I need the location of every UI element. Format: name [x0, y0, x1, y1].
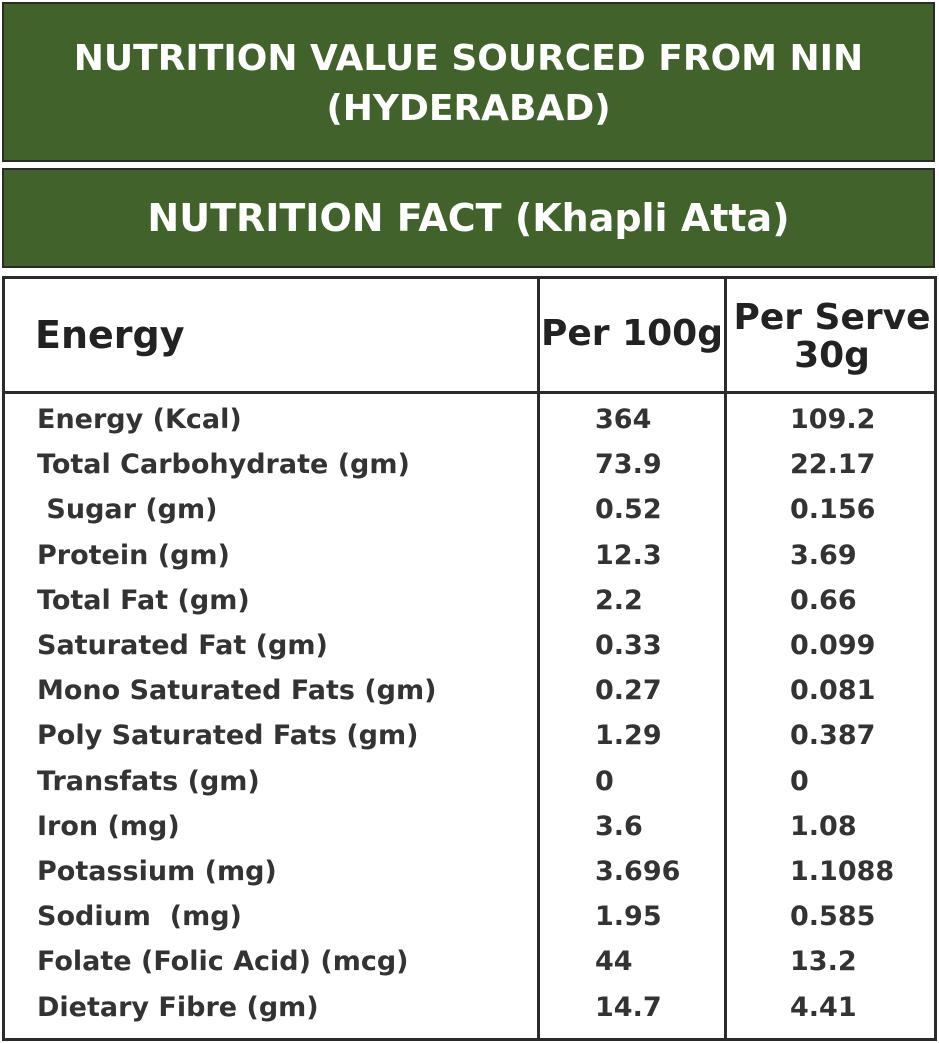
per-100g-value: 0.33 — [595, 630, 662, 661]
per-100g-value: 1.95 — [595, 901, 662, 933]
nutrient-label: Protein (gm) — [37, 539, 230, 571]
per-serve-value: 13.2 — [790, 946, 857, 978]
nutrient-label: Total Fat (gm) — [37, 584, 250, 616]
nutrient-label: Iron (mg) — [37, 810, 180, 842]
table-row — [5, 713, 934, 758]
per-100g-value: 73.9 — [595, 449, 662, 481]
per-serve-value: 109.2 — [790, 404, 876, 435]
per-100g-value: 44 — [595, 946, 633, 978]
header-per-100g: Per 100g — [540, 313, 723, 354]
table-row — [5, 804, 934, 849]
per-100g-value: 2.2 — [595, 584, 643, 616]
source-banner: NUTRITION VALUE SOURCED FROM NIN (HYDERABAD) — [2, 2, 935, 162]
nutrient-label: Sodium (mg) — [37, 901, 242, 933]
per-100g-value: 0 — [595, 765, 614, 797]
per-serve-value: 4.41 — [790, 991, 857, 1023]
table-row — [5, 849, 934, 894]
table-row — [5, 939, 934, 984]
nutrient-label: Poly Saturated Fats (gm) — [37, 720, 419, 752]
nutrient-label: Mono Saturated Fats (gm) — [37, 675, 437, 707]
table-row — [5, 578, 934, 623]
per-serve-value: 22.17 — [790, 449, 876, 481]
per-serve-value: 0.585 — [790, 901, 876, 933]
table-row — [5, 759, 934, 804]
table-row — [5, 985, 934, 1030]
per-100g-value: 14.7 — [595, 991, 662, 1023]
per-100g-value: 3.696 — [595, 856, 681, 887]
header-per-serve-line1: Per Serve — [733, 297, 931, 338]
table-row — [5, 397, 934, 442]
per-100g-value: 364 — [595, 404, 652, 435]
per-serve-value: 1.08 — [790, 810, 857, 842]
title-banner: NUTRITION FACT (Khapli Atta) — [2, 168, 935, 268]
per-serve-value: 0.387 — [790, 720, 876, 752]
table-row — [5, 442, 934, 487]
per-100g-value: 0.52 — [595, 494, 662, 526]
per-serve-value: 0.081 — [790, 675, 876, 707]
nutrient-label: Transfats (gm) — [37, 765, 260, 797]
nutrient-label: Saturated Fat (gm) — [37, 630, 328, 661]
table-row — [5, 533, 934, 578]
per-100g-value: 0.27 — [595, 675, 662, 707]
nutrition-table — [2, 276, 937, 1041]
nutrient-label: Total Carbohydrate (gm) — [37, 449, 410, 481]
per-100g-value: 1.29 — [595, 720, 662, 752]
per-serve-value: 0.66 — [790, 584, 857, 616]
table-row — [5, 623, 934, 668]
nutrient-label: Energy (Kcal) — [37, 404, 242, 435]
table-row — [5, 487, 934, 532]
nutrient-label: Sugar (gm) — [37, 494, 218, 526]
header-energy: Energy — [35, 313, 185, 357]
nutrient-label: Potassium (mg) — [37, 856, 277, 887]
per-serve-value: 0.156 — [790, 494, 876, 526]
header-divider — [5, 391, 934, 394]
nutrient-label: Dietary Fibre (gm) — [37, 991, 319, 1023]
per-100g-value: 12.3 — [595, 539, 662, 571]
table-row — [5, 668, 934, 713]
table-row — [5, 894, 934, 939]
per-serve-value: 1.1088 — [790, 856, 895, 887]
per-serve-value: 3.69 — [790, 539, 857, 571]
per-serve-value: 0 — [790, 765, 809, 797]
nutrient-label: Folate (Folic Acid) (mcg) — [37, 946, 409, 978]
header-per-serve — [727, 299, 937, 375]
per-100g-value: 3.6 — [595, 810, 643, 842]
header-per-serve-line2: 30g — [794, 335, 870, 376]
per-serve-value: 0.099 — [790, 630, 876, 661]
